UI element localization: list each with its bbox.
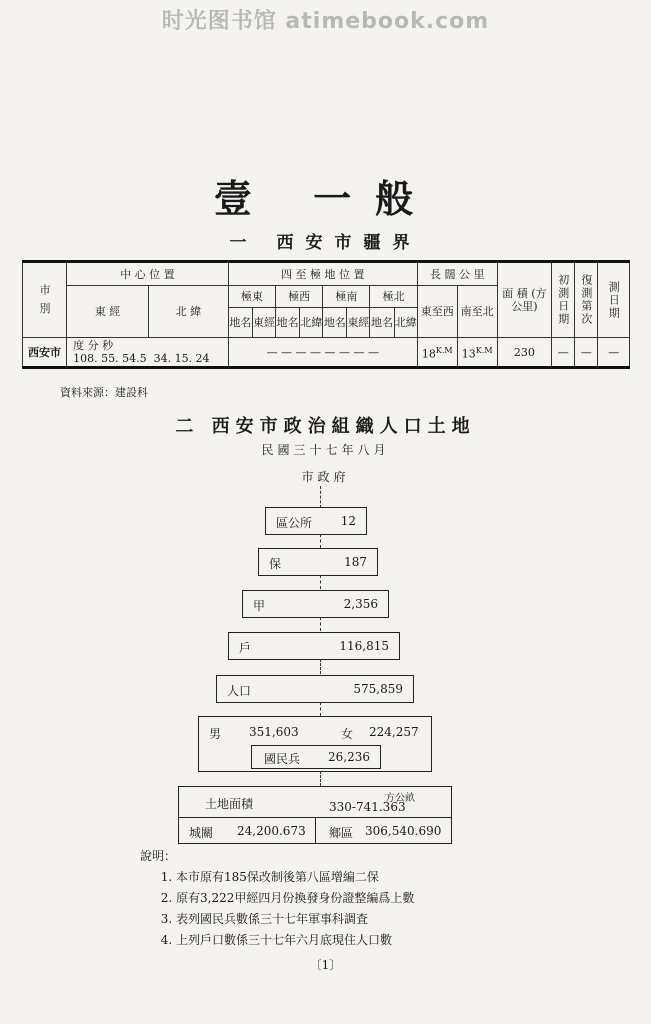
area-header: 面 積 (方公里) bbox=[497, 262, 552, 338]
sub-east: 東經 bbox=[347, 308, 370, 338]
city-label: 城關 bbox=[189, 826, 214, 840]
female-value: 224,257 bbox=[369, 725, 419, 739]
connector-line bbox=[320, 617, 321, 631]
notes bbox=[140, 846, 415, 951]
sub-east: 北緯 bbox=[300, 308, 323, 338]
first-survey-value: — bbox=[552, 338, 575, 368]
gender-box bbox=[198, 716, 432, 772]
extreme-values: — — — — — — — — bbox=[228, 338, 417, 368]
land-unit: 方公畝 bbox=[385, 793, 415, 804]
section-title: 一 西安市疆界 bbox=[229, 233, 422, 253]
center-values bbox=[67, 338, 229, 368]
note-item: 1. 本市原有185保改制後第八區增編二保 bbox=[176, 867, 414, 888]
sub-label: 地名 bbox=[228, 308, 252, 338]
rural-label: 鄉區 bbox=[329, 826, 354, 840]
militia-box bbox=[251, 745, 381, 769]
male-value: 351,603 bbox=[249, 725, 299, 739]
north-value: 34. 15. 24 bbox=[153, 352, 210, 365]
population-box bbox=[216, 675, 414, 703]
militia-value: 26,236 bbox=[328, 750, 370, 764]
district-box bbox=[265, 507, 367, 535]
militia-label: 國民兵 bbox=[264, 752, 301, 766]
extreme-north-header: 極北 bbox=[370, 286, 417, 308]
note-item: 3. 表列國民兵數係三十七年軍事科調査 bbox=[176, 909, 414, 930]
resurvey-date-value: — bbox=[598, 338, 630, 368]
resurvey-value: — bbox=[575, 338, 598, 368]
land-label: 土地面積 bbox=[205, 797, 254, 811]
hu-value: 116,815 bbox=[339, 639, 389, 653]
page-number: 〔1〕 bbox=[309, 958, 342, 972]
extreme-west-header: 極西 bbox=[276, 286, 323, 308]
sub-north: 北緯 bbox=[394, 308, 417, 338]
bao-box bbox=[258, 548, 378, 576]
length-header: 長 闊 公 里 bbox=[417, 262, 497, 286]
area-value: 230 bbox=[497, 338, 552, 368]
center-east-header: 東 經 bbox=[67, 286, 149, 338]
resurvey-date-header: 測日期 bbox=[598, 262, 630, 338]
section2-title: 二 西安市政治組織人口土地 bbox=[175, 416, 476, 437]
connector-line bbox=[320, 575, 321, 589]
section2-date: 民國三十七年八月 bbox=[261, 443, 390, 457]
sub-east: 東經 bbox=[252, 308, 275, 338]
first-survey-header: 初測日期 bbox=[552, 262, 575, 338]
chapter-title: 壹 一般 bbox=[213, 176, 438, 221]
male-label: 男 bbox=[209, 727, 222, 741]
note-item: 4. 上列戶口數係三十七年六月底現住人口數 bbox=[176, 930, 414, 951]
extreme-south-header: 極南 bbox=[323, 286, 370, 308]
pop-value: 575,859 bbox=[353, 682, 403, 696]
district-value: 12 bbox=[340, 514, 356, 528]
connector-line bbox=[320, 702, 321, 716]
city-header: 市 別 bbox=[23, 262, 67, 338]
extreme-header: 四 至 極 地 位 置 bbox=[228, 262, 417, 286]
source-note: 資料來源：建設科 bbox=[60, 386, 148, 399]
divider bbox=[315, 817, 316, 843]
resurvey-header: 復測第次 bbox=[575, 262, 598, 338]
land-value: 330-741.363 bbox=[329, 800, 406, 814]
connector-line bbox=[320, 534, 321, 548]
length-ns-header: 南至北 bbox=[457, 286, 497, 338]
city-government: 市政府 bbox=[301, 470, 350, 484]
bao-label: 保 bbox=[269, 557, 282, 571]
sub-label: 地名 bbox=[323, 308, 347, 338]
jia-label: 甲 bbox=[253, 599, 266, 613]
bao-value: 187 bbox=[344, 555, 367, 569]
boundary-table bbox=[22, 260, 630, 369]
sub-label: 地名 bbox=[370, 308, 394, 338]
hu-box bbox=[228, 632, 400, 660]
female-label: 女 bbox=[341, 727, 354, 741]
row-city: 西安市 bbox=[23, 338, 67, 368]
hu-label: 戶 bbox=[239, 641, 252, 655]
east-value: 108. 55. 54.5 bbox=[73, 352, 147, 365]
center-header: 中 心 位 置 bbox=[67, 262, 229, 286]
district-label: 區公所 bbox=[276, 516, 313, 530]
extreme-east-header: 極東 bbox=[228, 286, 275, 308]
city-value: 24,200.673 bbox=[237, 824, 306, 838]
jia-value: 2,356 bbox=[343, 597, 378, 611]
land-box bbox=[178, 786, 452, 844]
connector-line bbox=[320, 659, 321, 674]
jia-box bbox=[242, 590, 389, 618]
connector-line bbox=[320, 486, 321, 508]
note-item: 2. 原有3,222甲經四月份換發身份證整編爲上數 bbox=[176, 888, 414, 909]
pop-label: 人口 bbox=[227, 684, 252, 698]
watermark: 时光图书馆 atimebook.com bbox=[161, 9, 490, 34]
connector-line bbox=[320, 771, 321, 786]
dms-label: 度 分 秒 bbox=[73, 339, 114, 352]
length-ew-header: 東至西 bbox=[417, 286, 457, 338]
ns-value: $13^{K.M}$ bbox=[457, 338, 497, 368]
ew-value: $18^{K.M}$ bbox=[417, 338, 457, 368]
rural-value: 306,540.690 bbox=[365, 824, 442, 838]
notes-title: 說明： bbox=[140, 849, 177, 863]
center-north-header: 北 緯 bbox=[148, 286, 228, 338]
sub-label: 地名 bbox=[276, 308, 300, 338]
